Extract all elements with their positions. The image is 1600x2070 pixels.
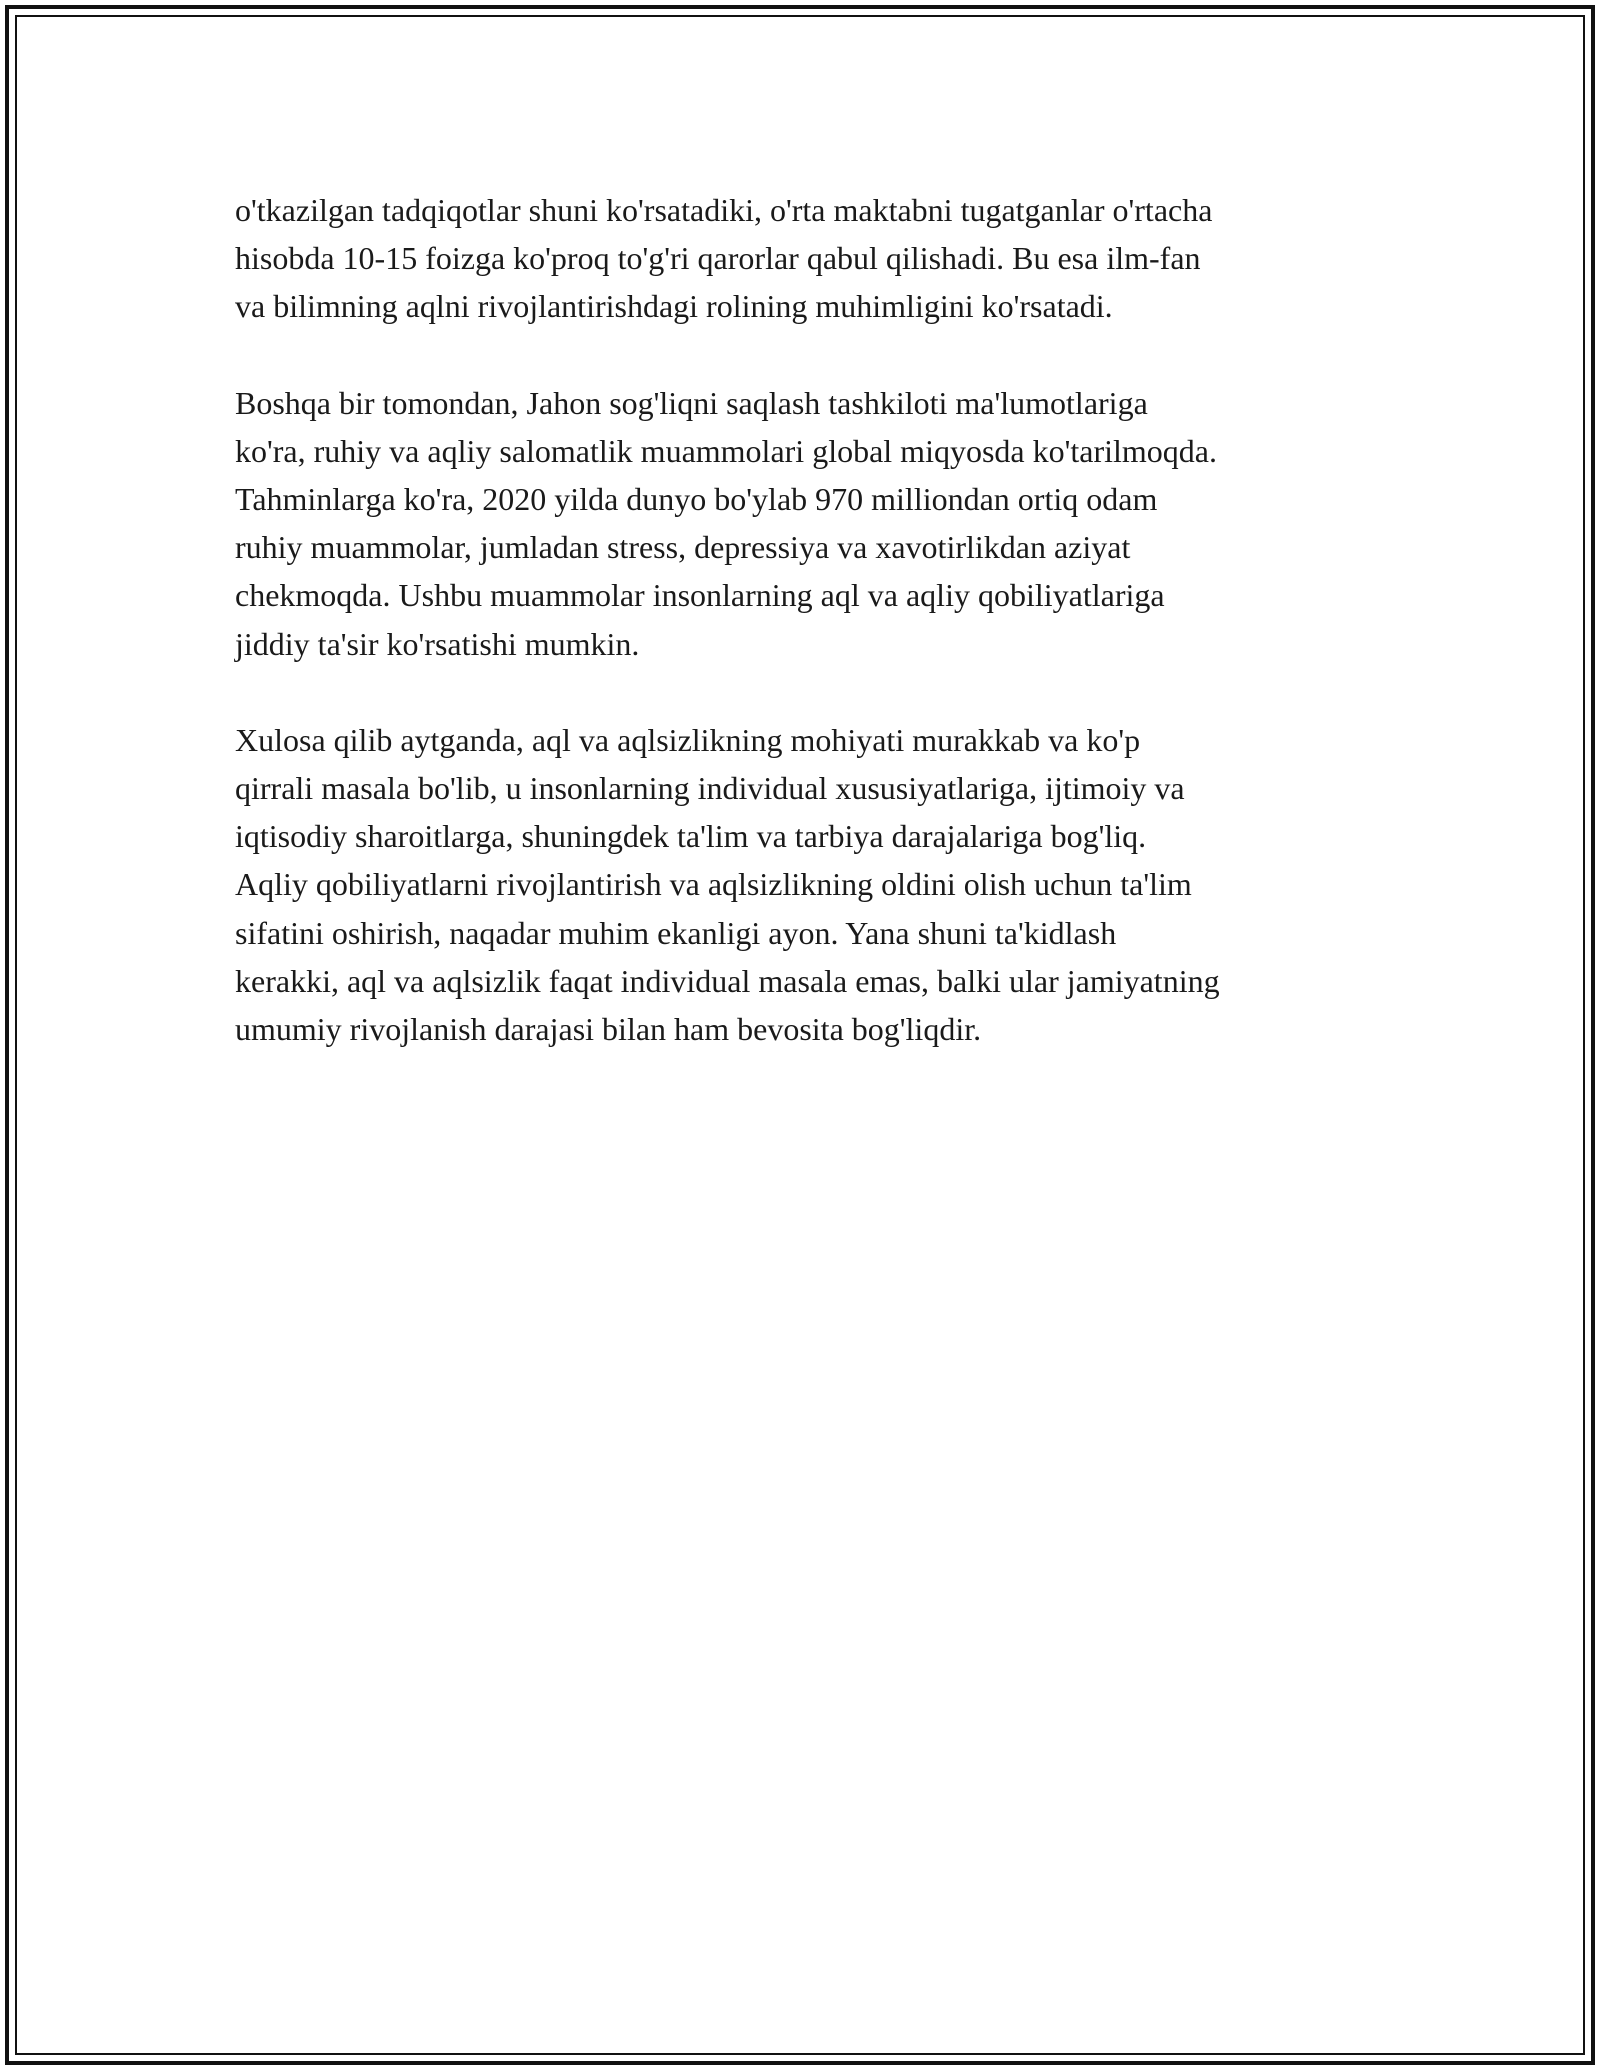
document-body [235, 186, 1385, 1101]
paragraph-line: ruhiy muammolar, jumladan stress, depressiya va xavotirlikdan aziyat [235, 529, 1131, 566]
paragraph-line: kerakki, aql va aqlsizlik faqat individual masala emas, balki ular jamiyatning [235, 962, 1220, 999]
paragraph-line: iqtisodiy sharoitlarga, shuningdek ta'lim va tarbiya darajalariga bog'liq. [235, 818, 1147, 855]
paragraph-line: va bilimning aqlni rivojlantirishdagi rolining muhimligini ko'rsatadi. [235, 288, 1113, 325]
paragraph-line: hisobda 10-15 foizga ko'proq to'g'ri qarorlar qabul qilishadi. Bu esa ilm-fan [235, 240, 1201, 277]
paragraph-1 [235, 186, 1385, 331]
paragraph-line: Aqliy qobiliyatlarni rivojlantirish va aqlsizlikning oldini olish uchun ta'lim [235, 866, 1192, 903]
paragraph-line: chekmoqda. Ushbu muammolar insonlarning aql va aqliy qobiliyatlariga [235, 577, 1165, 614]
paragraph-line: umumiy rivojlanish darajasi bilan ham bevosita bog'liqdir. [235, 1011, 982, 1048]
paragraph-line: Boshqa bir tomondan, Jahon sog'liqni saqlash tashkiloti ma'lumotlariga [235, 384, 1148, 421]
paragraph-line: jiddiy ta'sir ko'rsatishi mumkin. [235, 625, 640, 662]
paragraph-line: o'tkazilgan tadqiqotlar shuni ko'rsatadiki, o'rta maktabni tugatganlar o'rtacha [235, 192, 1213, 228]
paragraph-line: qirrali masala bo'lib, u insonlarning individual xususiyatlariga, ijtimoiy va [235, 770, 1185, 807]
paragraph-line: sifatini oshirish, naqadar muhim ekanligi ayon. Yana shuni ta'kidlash [235, 914, 1117, 951]
paragraph-line: Tahminlarga ko'ra, 2020 yilda dunyo bo'ylab 970 milliondan ortiq odam [235, 481, 1158, 518]
paragraph-line: Xulosa qilib aytganda, aql va aqlsizlikning mohiyati murakkab va ko'p [235, 721, 1141, 758]
paragraph-line: ko'ra, ruhiy va aqliy salomatlik muammolari global miqyosda ko'tarilmoqda. [235, 432, 1217, 469]
paragraph-2 [235, 379, 1385, 668]
paragraph-3 [235, 716, 1385, 1053]
